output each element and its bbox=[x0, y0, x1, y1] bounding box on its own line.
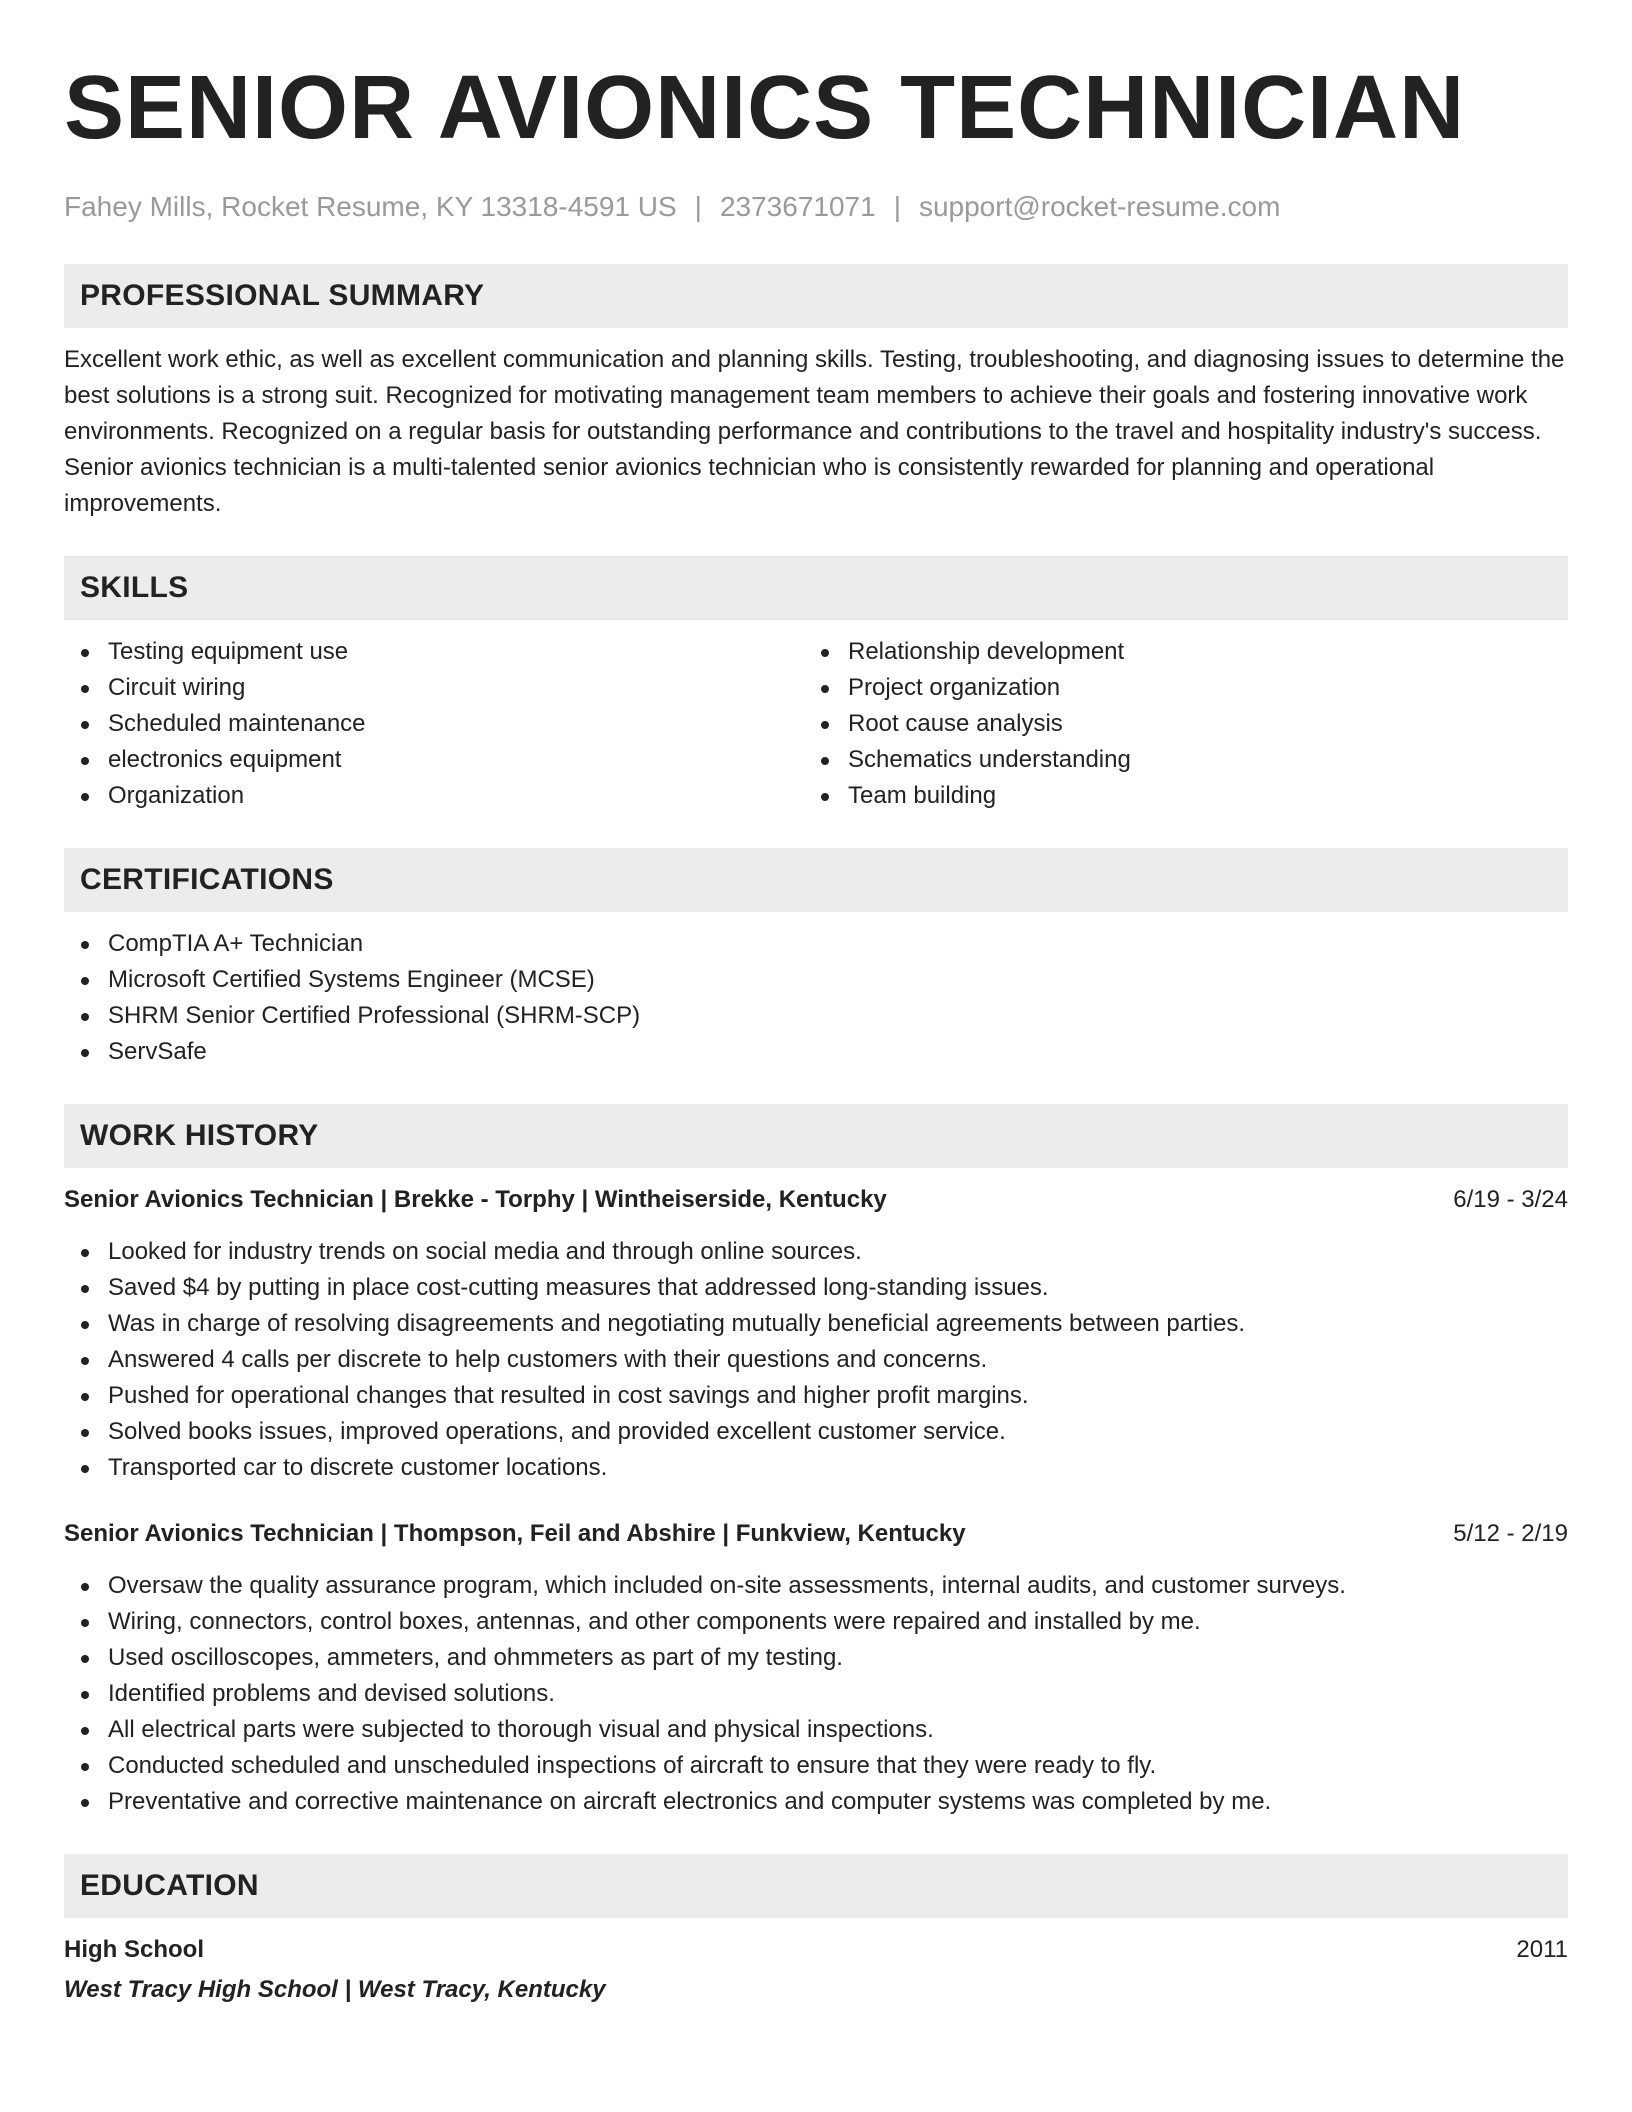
skill-item: Organization bbox=[64, 778, 804, 814]
job-header bbox=[64, 1182, 1568, 1218]
certifications-heading: CERTIFICATIONS bbox=[64, 848, 1568, 912]
skills-heading: SKILLS bbox=[64, 556, 1568, 620]
skill-item: Root cause analysis bbox=[804, 706, 1544, 742]
job-title: Senior Avionics Technician | Brekke - Torphy | Wintheiserside, Kentucky bbox=[64, 1186, 887, 1213]
summary-text: Excellent work ethic, as well as excellent communication and planning skills. Testing, troubleshooting, and diagnosing issues to determine the best solutions is a strong suit. Recognized for motivating management team members to achieve their goals and fostering innovative work environments. Recognized on a regular basis for outstanding performance and contributions to the travel and hospitality industry's success. Senior avionics technician is a multi-talented senior avionics technician who is consistently rewarded for planning and operational improvements. bbox=[64, 346, 1565, 517]
skills-list bbox=[64, 634, 1568, 814]
skills-column-right bbox=[804, 634, 1544, 814]
job-dates: 5/12 - 2/19 bbox=[1453, 1520, 1568, 1547]
contact-separator: | bbox=[893, 191, 901, 222]
job-bullets bbox=[64, 1234, 1568, 1486]
education-degree: High School bbox=[64, 1936, 204, 1963]
skill-item: Project organization bbox=[804, 670, 1544, 706]
summary-heading: PROFESSIONAL SUMMARY bbox=[64, 264, 1568, 328]
job-bullet: Solved books issues, improved operations, and provided excellent customer service. bbox=[64, 1414, 1568, 1450]
job-title: Senior Avionics Technician | Thompson, Feil and Abshire | Funkview, Kentucky bbox=[64, 1520, 966, 1547]
contact-line bbox=[64, 190, 1568, 224]
job-bullet: Transported car to discrete customer locations. bbox=[64, 1450, 1568, 1486]
job-bullets bbox=[64, 1568, 1568, 1820]
contact-separator: | bbox=[694, 191, 702, 222]
contact-email: support@rocket-resume.com bbox=[918, 191, 1281, 222]
job-bullet: All electrical parts were subjected to thorough visual and physical inspections. bbox=[64, 1712, 1568, 1748]
job-bullet: Pushed for operational changes that resulted in cost savings and higher profit margins. bbox=[64, 1378, 1568, 1414]
education-school: West Tracy High School | West Tracy, Kentucky bbox=[64, 1976, 606, 2003]
skill-item: Circuit wiring bbox=[64, 670, 804, 706]
education-row bbox=[64, 1932, 1568, 1968]
resume-title: SENIOR AVIONICS TECHNICIAN bbox=[64, 58, 1466, 158]
skills-column-left bbox=[64, 634, 804, 814]
skill-item: Relationship development bbox=[804, 634, 1544, 670]
job-header bbox=[64, 1516, 1568, 1552]
job-bullet: Wiring, connectors, control boxes, antennas, and other components were repaired and installed by me. bbox=[64, 1604, 1568, 1640]
skill-item: Scheduled maintenance bbox=[64, 706, 804, 742]
skill-item: Schematics understanding bbox=[804, 742, 1544, 778]
work-history-heading: WORK HISTORY bbox=[64, 1104, 1568, 1168]
certification-item: ServSafe bbox=[64, 1034, 1568, 1070]
job-bullet: Preventative and corrective maintenance on aircraft electronics and computer systems was completed by me. bbox=[64, 1784, 1568, 1820]
job-bullet: Conducted scheduled and unscheduled inspections of aircraft to ensure that they were ready to fly. bbox=[64, 1748, 1568, 1784]
job-bullet: Oversaw the quality assurance program, which included on-site assessments, internal audits, and customer surveys. bbox=[64, 1568, 1568, 1604]
certification-item: CompTIA A+ Technician bbox=[64, 926, 1568, 962]
skill-item: electronics equipment bbox=[64, 742, 804, 778]
education-heading: EDUCATION bbox=[64, 1854, 1568, 1918]
job-bullet: Looked for industry trends on social media and through online sources. bbox=[64, 1234, 1568, 1270]
job-bullet: Answered 4 calls per discrete to help customers with their questions and concerns. bbox=[64, 1342, 1568, 1378]
job-dates: 6/19 - 3/24 bbox=[1453, 1186, 1568, 1213]
certification-item: SHRM Senior Certified Professional (SHRM-SCP) bbox=[64, 998, 1568, 1034]
certification-item: Microsoft Certified Systems Engineer (MCSE) bbox=[64, 962, 1568, 998]
education-year: 2011 bbox=[1516, 1936, 1568, 1963]
job-bullet: Used oscilloscopes, ammeters, and ohmmeters as part of my testing. bbox=[64, 1640, 1568, 1676]
contact-phone: 2373671071 bbox=[719, 191, 876, 222]
contact-address: Fahey Mills, Rocket Resume, KY 13318-4591 US bbox=[64, 191, 677, 222]
job-bullet: Was in charge of resolving disagreements and negotiating mutually beneficial agreements between parties. bbox=[64, 1306, 1568, 1342]
job-bullet: Saved $4 by putting in place cost-cutting measures that addressed long-standing issues. bbox=[64, 1270, 1568, 1306]
skill-item: Testing equipment use bbox=[64, 634, 804, 670]
job-bullet: Identified problems and devised solutions. bbox=[64, 1676, 1568, 1712]
skill-item: Team building bbox=[804, 778, 1544, 814]
certifications-list bbox=[64, 926, 1568, 1070]
